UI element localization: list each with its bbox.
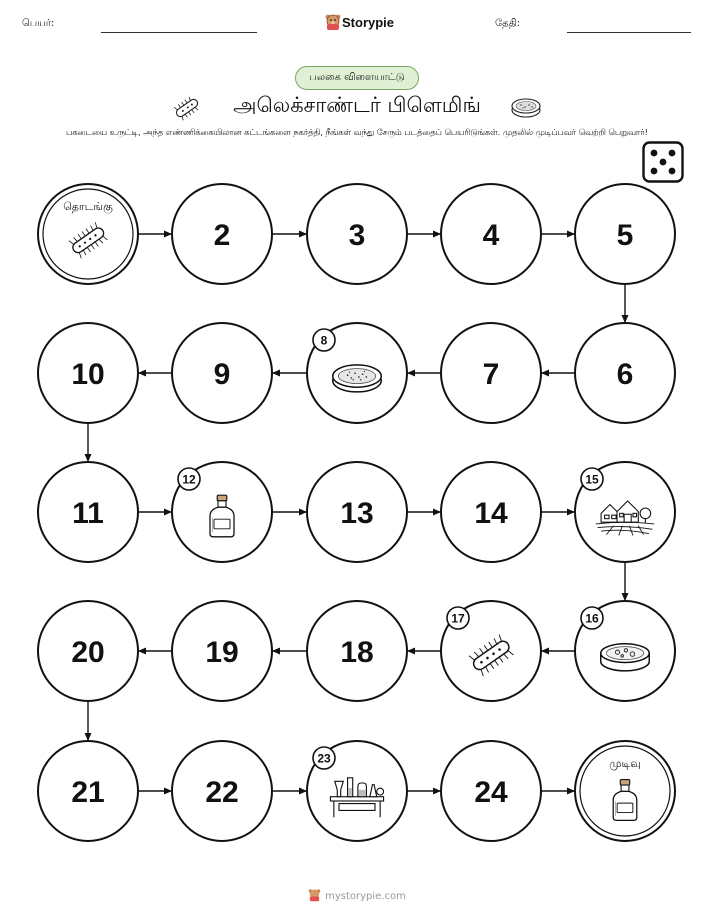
board-space-10[interactable] — [38, 323, 138, 423]
board-space-13[interactable] — [307, 462, 407, 562]
date-label: தேதி: — [495, 18, 521, 29]
board-space-11[interactable] — [38, 462, 138, 562]
board-space-22[interactable] — [172, 741, 272, 841]
board-space-9[interactable] — [172, 323, 272, 423]
board-space-8[interactable] — [307, 323, 407, 423]
board-space-3[interactable] — [307, 184, 407, 284]
start-space[interactable] — [38, 184, 138, 284]
footer-bear-icon — [308, 888, 321, 905]
finish-space[interactable] — [575, 741, 675, 841]
space-number: 23 — [317, 751, 331, 766]
board-space-16[interactable] — [575, 601, 675, 701]
start-label: தொடங்கு — [63, 200, 113, 213]
space-number: 8 — [320, 333, 328, 348]
space-number: 24 — [474, 776, 508, 809]
board-space-14[interactable] — [441, 462, 541, 562]
space-number: 22 — [205, 776, 239, 809]
space-number: 4 — [482, 219, 500, 252]
board-space-12[interactable] — [172, 462, 272, 562]
space-number: 11 — [72, 497, 104, 530]
space-number: 3 — [348, 219, 366, 252]
space-number: 20 — [71, 636, 105, 669]
board-space-21[interactable] — [38, 741, 138, 841]
space-number: 15 — [585, 472, 599, 487]
board-space-19[interactable] — [172, 601, 272, 701]
petri-dish-icon — [333, 365, 382, 392]
space-number: 16 — [585, 611, 599, 626]
space-number: 13 — [340, 497, 374, 530]
instructions: பகடையை உருட்டி, அந்த எண்ணிக்கையிலான கட்டங்களை நகர்த்தி, நீங்கள் வந்து சேரும் படத்தைப் பெயரிடுங்கள். முதலில் முடிப்பவர் வெற்றி பெறுவார்! — [66, 127, 648, 137]
board-space-5[interactable] — [575, 184, 675, 284]
space-number: 5 — [616, 219, 634, 252]
space-number: 2 — [213, 219, 231, 252]
brand-name: Storypie — [342, 15, 395, 30]
board-space-23[interactable] — [307, 741, 407, 841]
space-number: 6 — [616, 358, 634, 391]
space-number: 18 — [340, 636, 374, 669]
petri-dish-colonies-icon — [601, 644, 650, 671]
board-space-4[interactable] — [441, 184, 541, 284]
space-number: 9 — [213, 358, 231, 391]
space-number: 14 — [474, 497, 508, 530]
board-space-6[interactable] — [575, 323, 675, 423]
finish-label: முடிவு — [609, 757, 641, 770]
space-number: 21 — [71, 776, 105, 809]
space-number: 7 — [482, 358, 500, 391]
space-number: 10 — [71, 358, 105, 391]
board-space-24[interactable] — [441, 741, 541, 841]
footer — [0, 888, 714, 905]
board-space-2[interactable] — [172, 184, 272, 284]
board-space-7[interactable] — [441, 323, 541, 423]
space-number: 19 — [205, 636, 239, 669]
board-space-17[interactable] — [441, 601, 541, 701]
space-number: 12 — [182, 472, 196, 487]
board-space-18[interactable] — [307, 601, 407, 701]
page-title: அலெக்சாண்டர் பிளெமிங் — [233, 93, 481, 117]
board-space-15[interactable] — [575, 462, 675, 562]
footer-url[interactable]: mystorypie.com — [325, 891, 406, 902]
board-space-20[interactable] — [38, 601, 138, 701]
name-label: பெயர்: — [22, 18, 55, 29]
game-type-badge: பலகை விளையாட்டு — [295, 66, 419, 90]
space-number: 17 — [451, 611, 465, 626]
